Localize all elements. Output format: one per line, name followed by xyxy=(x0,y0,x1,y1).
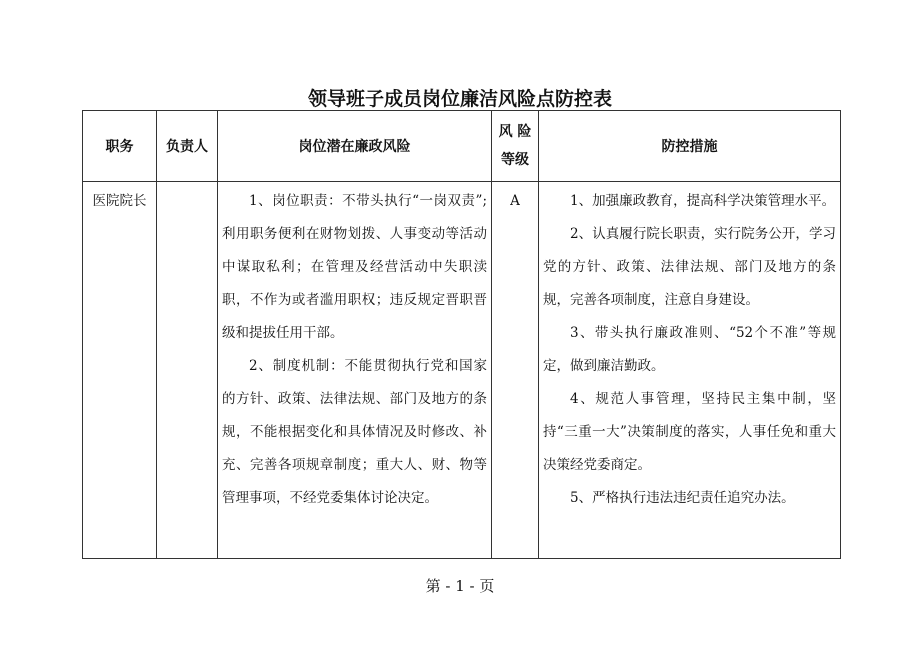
measure-item: 5、严格执行违法违纪责任追究办法。 xyxy=(570,490,795,506)
measure-item: 1、加强廉政教育，提高科学决策管理水平。 xyxy=(570,193,836,209)
header-level xyxy=(492,111,539,182)
document-title: 领导班子成员岗位廉洁风险点防控表 xyxy=(307,88,612,110)
cell-owner xyxy=(157,182,218,559)
measure-item: 2、认真履行院长职责，实行院务公开，学习党的方针、政策、法律法规、部门及地方的条规，完善各项制度，注意自身建设。 xyxy=(543,226,836,308)
risk-item: 2、制度机制：不能贯彻执行党和国家的方针、政策、法律法规、部门及地方的条规，不能根据变化和具体情况及时修改、补充、完善各项规章制度；重大人、财、物等管理事项，不经党委集体讨论决定。 xyxy=(222,358,487,506)
risk-item: 1、岗位职责：不带头执行“一岗双责”;利用职务便利在财物划拨、人事变动等活动中谋取私利；在管理及经营活动中失职渎职，不作为或者滥用职权；违反规定晋职晋级和提拔任用干部。 xyxy=(222,193,487,341)
table-header-row xyxy=(83,111,841,182)
header-owner: 负责人 xyxy=(157,111,218,182)
measure-item: 4、规范人事管理，坚持民主集中制，坚持“三重一大”决策制度的落实，人事任免和重大决策经党委商定。 xyxy=(543,391,836,473)
header-level-line2: 等级 xyxy=(501,152,529,168)
measure-item: 3、带头执行廉政准则、“52个不准”等规定，做到廉洁勤政。 xyxy=(543,325,836,374)
cell-measures xyxy=(539,182,841,559)
header-level-line1: 风 险 xyxy=(498,124,532,140)
cell-position: 医院院长 xyxy=(83,182,157,559)
risk-control-table xyxy=(82,110,841,559)
page-footer: 第 - 1 - 页 xyxy=(425,577,495,595)
table-row xyxy=(83,182,841,559)
cell-level: A xyxy=(492,182,539,559)
cell-risks xyxy=(218,182,492,559)
header-measures: 防控措施 xyxy=(539,111,841,182)
header-position: 职务 xyxy=(83,111,157,182)
header-risk: 岗位潜在廉政风险 xyxy=(218,111,492,182)
